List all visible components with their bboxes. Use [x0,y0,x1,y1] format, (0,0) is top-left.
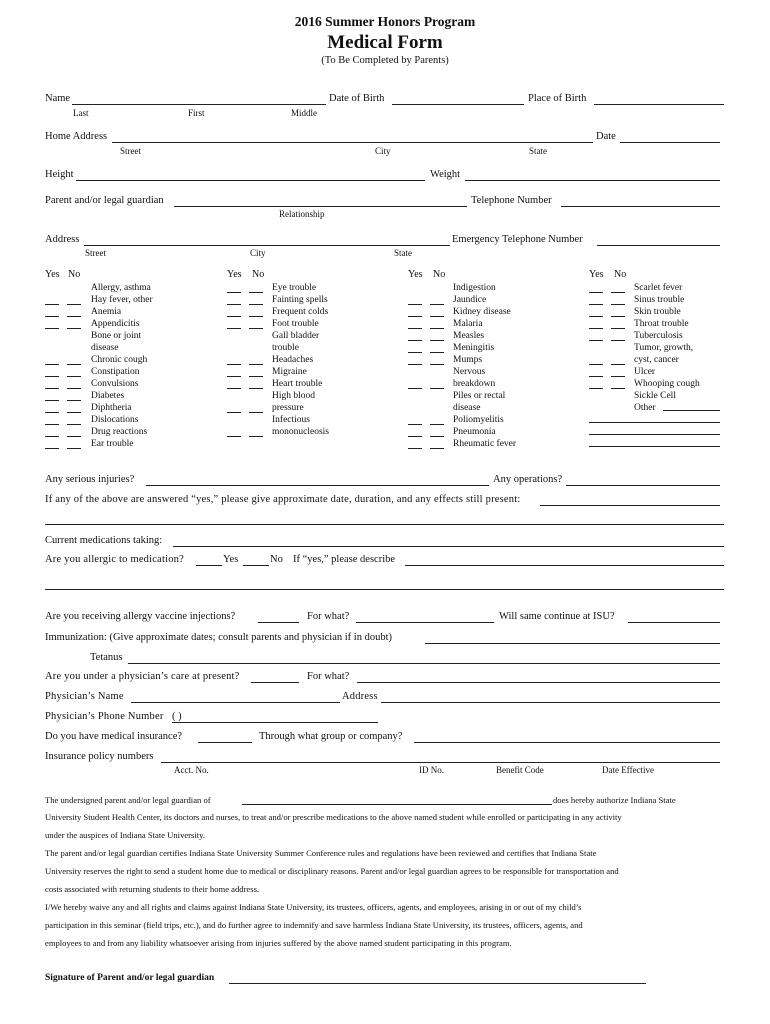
condition-label: Migraine [272,367,307,377]
operations-field[interactable] [566,485,720,486]
physician-phone-label: Physician’s Phone Number [45,711,164,722]
condition-label: Foot trouble [272,319,319,329]
telephone-field[interactable] [561,206,720,207]
condition-no-blank[interactable] [249,364,263,365]
condition-yes-blank[interactable] [227,412,241,413]
condition-yes-blank[interactable] [408,304,422,305]
consent-p2-line1: The parent and/or legal guardian certifies Indiana State University Summer Conference rules and regulations have been reviewed and certifies that Indiana State [45,848,597,858]
condition-no-blank[interactable] [430,388,444,389]
condition-yes-blank[interactable] [589,316,603,317]
consent-p1-start: The undersigned parent and/or legal guardian of [45,795,211,805]
condition-label: Whooping cough [634,379,700,389]
condition-no-blank[interactable] [67,436,81,437]
condition-label: Kidney disease [453,307,511,317]
benefit-caption: Benefit Code [496,765,544,775]
condition-yes-blank[interactable] [227,304,241,305]
name-label: Name [45,93,71,104]
allergic-yes-field[interactable] [196,565,222,566]
condition-yes-blank[interactable] [408,352,422,353]
vaccine-label: Are you receiving allergy vaccine injections? [45,611,236,622]
condition-no-blank[interactable] [611,292,625,293]
other-condition-line[interactable] [589,446,720,447]
condition-no-blank[interactable] [67,424,81,425]
date-label: Date [596,131,616,142]
condition-label: Appendicitis [91,319,140,329]
condition-no-blank[interactable] [67,388,81,389]
same-continue-label: Will same continue at ISU? [499,611,615,622]
condition-label: Fainting spells [272,295,328,305]
condition-yes-blank[interactable] [227,376,241,377]
address-field[interactable] [84,245,450,246]
height-label: Height [45,169,74,180]
condition-no-blank[interactable] [249,328,263,329]
col2-no: No [252,269,265,280]
condition-label: Jaundice [453,295,487,305]
condition-no-blank[interactable] [430,340,444,341]
condition-label: Other [634,403,656,413]
condition-no-blank[interactable] [67,304,81,305]
condition-yes-blank[interactable] [589,388,603,389]
condition-label: Nervous [453,367,486,377]
col4-no: No [614,269,627,280]
conditions-col1 [91,282,153,450]
condition-label: Rheumatic fever [453,439,517,449]
condition-label: disease [91,343,119,353]
condition-yes-blank[interactable] [408,448,422,449]
condition-yes-blank[interactable] [408,424,422,425]
condition-no-blank[interactable] [430,316,444,317]
condition-no-blank[interactable] [249,412,263,413]
operations-label: Any operations? [493,474,563,485]
condition-no-blank[interactable] [611,388,625,389]
home-address-field[interactable] [112,142,593,143]
condition-no-blank[interactable] [67,400,81,401]
consent-p1-line2: University Student Health Center, its doctors and nurses, to treat and/or prescribe medications to the above named student while enrolled or participating in any activity [45,812,622,822]
if-yes-line2[interactable] [45,524,724,525]
col3-no: No [433,269,446,280]
form-subtitle: (To Be Completed by Parents) [321,55,449,66]
conditions-col3 [453,282,516,450]
condition-label: Scarlet fever [634,283,683,293]
last-caption: Last [73,108,89,118]
condition-yes-blank[interactable] [227,328,241,329]
condition-yes-blank[interactable] [408,388,422,389]
acct-caption: Acct. No. [174,765,209,775]
condition-yes-blank[interactable] [408,436,422,437]
condition-label: Convulsions [91,379,139,389]
condition-label: Drug reactions [91,427,148,437]
physician-care-field[interactable] [251,682,299,683]
condition-yes-blank[interactable] [45,328,59,329]
describe-label: If “yes,” please describe [293,554,396,565]
condition-label: Measles [453,331,485,341]
if-yes-field[interactable] [540,505,720,506]
condition-no-blank[interactable] [67,328,81,329]
condition-label: trouble [272,343,299,353]
condition-no-blank[interactable] [67,364,81,365]
height-field[interactable] [76,180,425,181]
weight-label: Weight [430,169,461,180]
physician-for-what-field[interactable] [357,682,720,683]
relationship-caption: Relationship [279,209,325,219]
medications-field[interactable] [173,546,724,547]
pob-field[interactable] [594,104,724,105]
condition-yes-blank[interactable] [227,292,241,293]
condition-yes-blank[interactable] [45,316,59,317]
physician-name-field[interactable] [131,702,340,703]
condition-yes-blank[interactable] [408,364,422,365]
condition-label: Mumps [453,355,483,365]
condition-label: Hay fever, other [91,295,153,305]
condition-no-blank[interactable] [430,328,444,329]
condition-label: pressure [272,403,304,413]
program-title: 2016 Summer Honors Program [294,14,476,29]
date-effective-caption: Date Effective [602,765,655,775]
condition-label: Malaria [453,319,483,329]
signature-label: Signature of Parent and/or legal guardian [45,973,215,983]
condition-label: disease [453,403,481,413]
condition-label: Meningitis [453,343,495,353]
physician-phone-field[interactable] [172,722,378,723]
address-label: Address [45,234,80,245]
middle-caption: Middle [291,108,317,118]
condition-no-blank[interactable] [249,292,263,293]
col2-yes: Yes [227,269,242,280]
condition-no-blank[interactable] [67,412,81,413]
condition-no-blank[interactable] [430,448,444,449]
other-condition-field[interactable] [663,410,720,411]
condition-yes-blank[interactable] [45,412,59,413]
condition-yes-blank[interactable] [408,316,422,317]
injuries-field[interactable] [146,485,489,486]
condition-yes-blank[interactable] [408,340,422,341]
address-city-caption: City [250,248,266,258]
home-address-label: Home Address [45,131,108,142]
consent-p3-line2: participation in this seminar (field trips, etc.), and do further agree to indemnify and save harmless Indiana State University, its trustees, officers, agents, and [45,920,583,930]
condition-label: cyst, cancer [634,355,679,365]
form-title: Medical Form [327,32,443,53]
physician-for-what-label: For what? [307,671,350,682]
condition-label: Throat trouble [634,319,689,329]
condition-yes-blank[interactable] [589,304,603,305]
condition-label: Constipation [91,367,140,377]
condition-label: Piles or rectal [453,391,506,401]
physician-name-label: Physician’s Name [45,691,124,702]
condition-yes-blank[interactable] [408,328,422,329]
condition-label: Skin trouble [634,307,681,317]
policy-numbers-field[interactable] [161,762,720,763]
condition-yes-blank[interactable] [45,448,59,449]
col4-yes: Yes [589,269,604,280]
injuries-label: Any serious injuries? [45,474,135,485]
condition-label: Dislocations [91,415,139,425]
condition-yes-blank[interactable] [589,340,603,341]
condition-no-blank[interactable] [430,424,444,425]
condition-label: Gall bladder [272,331,320,341]
condition-label: Indigestion [453,283,496,293]
condition-label: Diabetes [91,391,125,401]
condition-no-blank[interactable] [611,364,625,365]
state-caption: State [529,146,547,156]
condition-yes-blank[interactable] [45,376,59,377]
condition-label: Infectious [272,415,310,425]
allergic-label: Are you allergic to medication? [45,554,184,565]
col1-no: No [68,269,81,280]
condition-no-blank[interactable] [249,304,263,305]
condition-yes-blank[interactable] [45,304,59,305]
emergency-label: Emergency Telephone Number [452,234,583,245]
emergency-field[interactable] [597,245,720,246]
condition-yes-blank[interactable] [227,388,241,389]
policy-numbers-label: Insurance policy numbers [45,751,154,762]
address-street-caption: Street [85,248,106,258]
insurance-label: Do you have medical insurance? [45,731,183,742]
allergic-no-label: No [270,554,283,565]
col3-yes: Yes [408,269,423,280]
same-continue-field[interactable] [628,622,720,623]
vaccine-for-what-field[interactable] [356,622,494,623]
vaccine-field[interactable] [258,622,299,623]
consent-p1-line3: under the auspices of Indiana State University. [45,830,206,840]
condition-label: Heart trouble [272,379,323,389]
allergic-no-field[interactable] [243,565,269,566]
telephone-label: Telephone Number [471,195,552,206]
consent-p2-line2: University reserves the right to send a student home due to medical or disciplinary reasons. Parent and/or legal guardian agrees to be responsible for transportation and [45,866,619,876]
condition-label: mononucleosis [272,427,329,437]
condition-yes-blank[interactable] [45,424,59,425]
consent-p1-end: does hereby authorize Indiana State [553,795,676,805]
condition-no-blank[interactable] [67,316,81,317]
vaccine-for-what-label: For what? [307,611,350,622]
weight-field[interactable] [465,180,720,181]
pob-label: Place of Birth [528,93,587,104]
medications-label: Current medications taking: [45,535,163,546]
phone-area-code[interactable]: ( ) [172,711,182,722]
condition-no-blank[interactable] [611,376,625,377]
condition-yes-blank[interactable] [589,376,603,377]
condition-label: Pneumonia [453,427,496,437]
consent-p2-line3: costs associated with returning students to their home address. [45,884,260,894]
other-condition-line[interactable] [589,422,720,423]
immunization-label: Immunization: (Give approximate dates; consult parents and physician if in doubt) [45,632,392,643]
conditions-col4 [634,282,700,414]
condition-yes-blank[interactable] [45,364,59,365]
condition-yes-blank[interactable] [589,364,603,365]
address-state-caption: State [394,248,412,258]
condition-label: Frequent colds [272,307,329,317]
condition-yes-blank[interactable] [227,316,241,317]
condition-no-blank[interactable] [249,436,263,437]
signature-field[interactable] [229,983,646,984]
allergic-yes-label: Yes [223,554,239,565]
condition-no-blank[interactable] [430,352,444,353]
through-what-field[interactable] [414,742,720,743]
condition-yes-blank[interactable] [45,388,59,389]
physician-care-label: Are you under a physician’s care at present? [45,671,240,682]
condition-no-blank[interactable] [430,364,444,365]
condition-no-blank[interactable] [67,376,81,377]
condition-label: Bone or joint [91,331,142,341]
dob-field[interactable] [392,104,524,105]
condition-label: Sinus trouble [634,295,685,305]
condition-yes-blank[interactable] [227,436,241,437]
insurance-field[interactable] [198,742,252,743]
tetanus-label: Tetanus [90,652,123,663]
condition-yes-blank[interactable] [589,292,603,293]
condition-yes-blank[interactable] [227,364,241,365]
condition-label: Ear trouble [91,439,134,449]
condition-label: Eye trouble [272,283,317,293]
condition-no-blank[interactable] [249,388,263,389]
condition-no-blank[interactable] [430,436,444,437]
describe-line2[interactable] [45,589,724,590]
describe-field[interactable] [405,565,724,566]
physician-address-field[interactable] [381,702,720,703]
date-field[interactable] [620,142,720,143]
condition-label: Headaches [272,355,314,365]
physician-address-label: Address [342,691,378,702]
condition-no-blank[interactable] [611,340,625,341]
city-caption: City [375,146,391,156]
condition-label: Allergy, asthma [91,283,151,293]
condition-no-blank[interactable] [611,304,625,305]
dob-label: Date of Birth [329,93,385,104]
condition-label: Anemia [91,307,122,317]
condition-label: Ulcer [634,367,656,377]
condition-label: Tumor, growth, [634,343,694,353]
condition-label: Chronic cough [91,355,148,365]
condition-no-blank[interactable] [611,316,625,317]
condition-yes-blank[interactable] [45,436,59,437]
tetanus-field[interactable] [128,663,720,664]
immunization-field[interactable] [425,643,720,644]
conditions-col2 [272,282,329,438]
condition-no-blank[interactable] [430,304,444,305]
condition-no-blank[interactable] [249,316,263,317]
condition-no-blank[interactable] [611,328,625,329]
col1-yes: Yes [45,269,60,280]
condition-label: High blood [272,391,316,401]
name-field[interactable] [72,104,326,105]
condition-yes-blank[interactable] [45,400,59,401]
condition-label: Tuberculosis [634,331,683,341]
if-yes-label: If any of the above are answered “yes,” please give approximate date, duration, and any effects still present: [45,494,521,505]
through-what-label: Through what group or company? [259,731,403,742]
street-caption: Street [120,146,141,156]
condition-no-blank[interactable] [249,376,263,377]
guardian-label: Parent and/or legal guardian [45,195,164,206]
condition-yes-blank[interactable] [589,328,603,329]
id-caption: ID No. [419,765,444,775]
condition-label: Diphtheria [91,403,132,413]
condition-label: Sickle Cell [634,391,676,401]
condition-label: Poliomyelitis [453,415,504,425]
consent-p3-line3: employees to and from any liability whatsoever arising from injuries suffered by the above named student participating in this program. [45,938,512,948]
first-caption: First [188,108,205,118]
guardian-field[interactable] [174,206,467,207]
condition-no-blank[interactable] [67,448,81,449]
other-condition-line[interactable] [589,434,720,435]
student-name-field[interactable] [242,804,552,805]
consent-p3-line1: I/We hereby waive any and all rights and claims against Indiana State University, its trustees, officers, agents, and employees, arising in or out of my child’s [45,902,582,912]
condition-label: breakdown [453,379,496,389]
